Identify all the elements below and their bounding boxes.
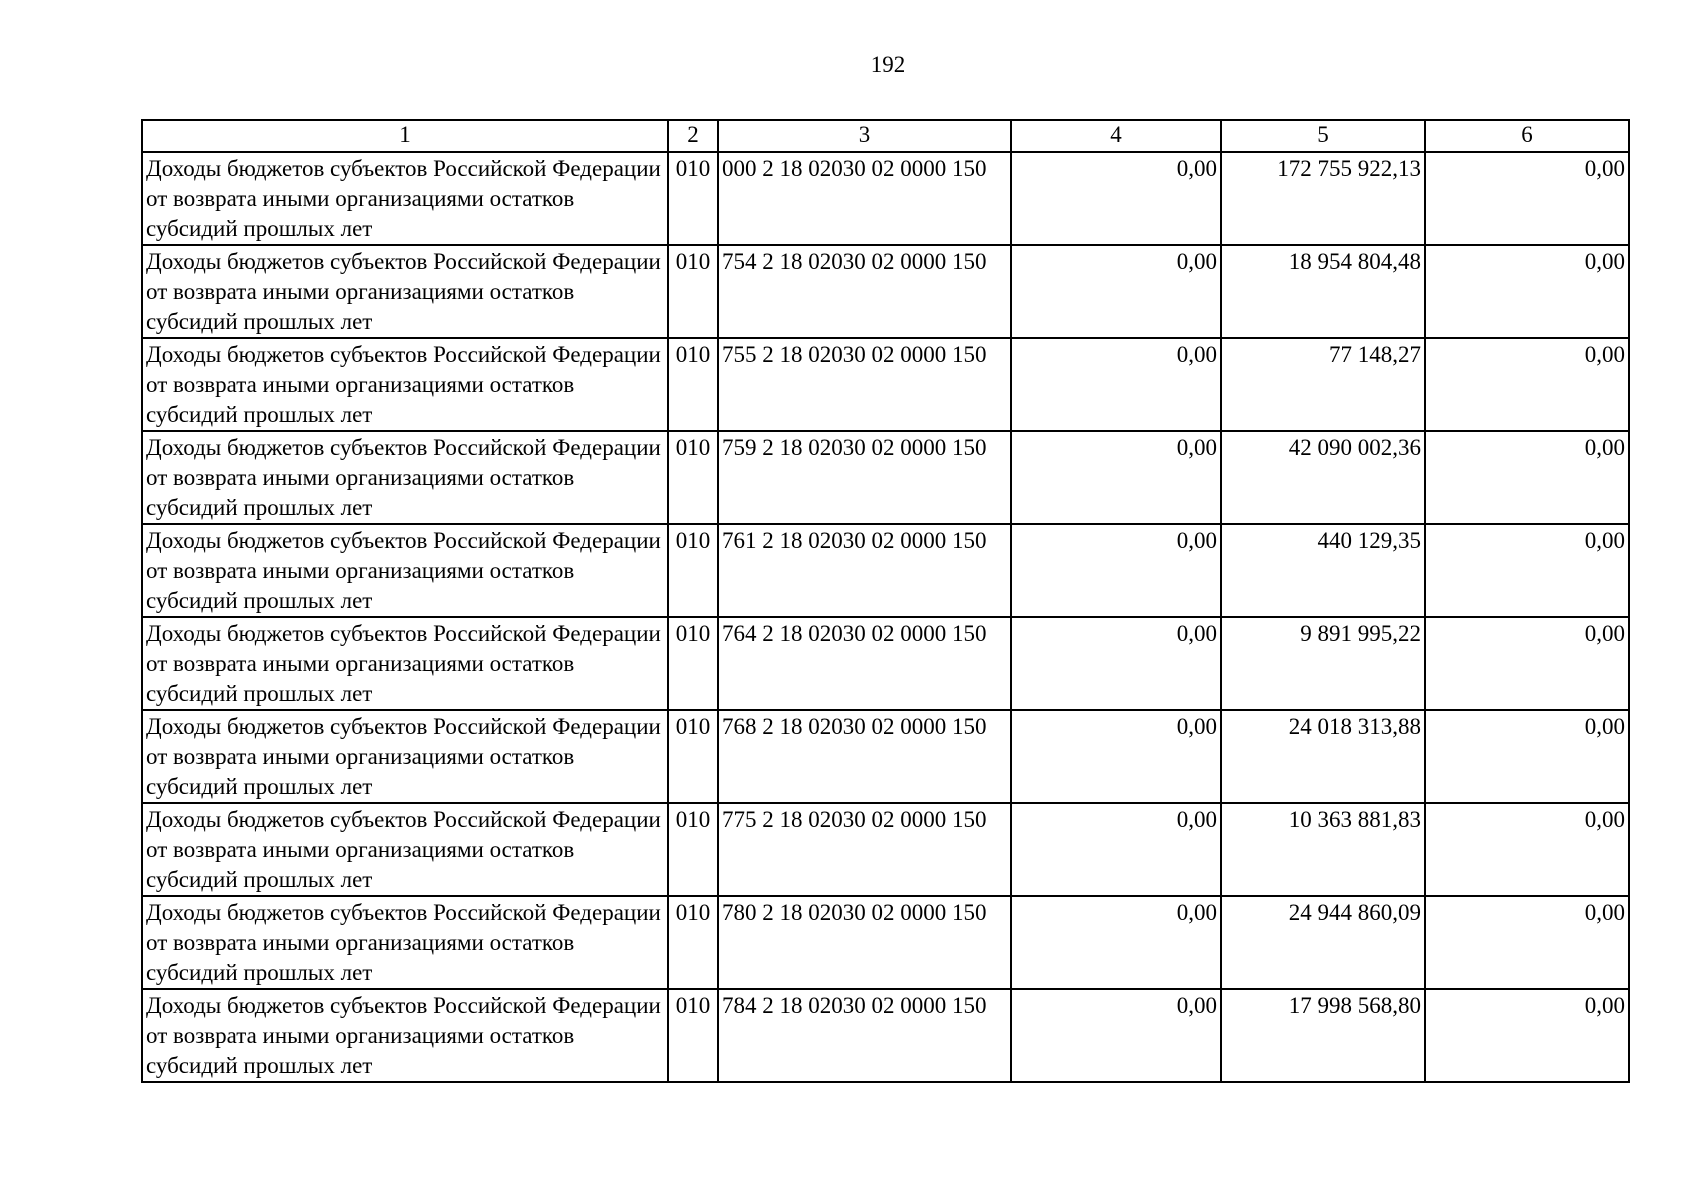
header-col-6: 6 xyxy=(1425,120,1629,152)
cell-col5-value: 172 755 922,13 xyxy=(1221,152,1425,245)
cell-col6-value: 0,00 xyxy=(1425,431,1629,524)
cell-income-name: Доходы бюджетов субъектов Российской Федерации от возврата иными организациями остатков субсидий прошлых лет xyxy=(142,338,668,431)
cell-income-name: Доходы бюджетов субъектов Российской Федерации от возврата иными организациями остатков субсидий прошлых лет xyxy=(142,431,668,524)
cell-line-code: 010 xyxy=(668,896,718,989)
cell-line-code: 010 xyxy=(668,431,718,524)
cell-classification-code: 784 2 18 02030 02 0000 150 xyxy=(718,989,1011,1082)
table-row xyxy=(142,431,1629,524)
table-row xyxy=(142,710,1629,803)
cell-col5-value: 17 998 568,80 xyxy=(1221,989,1425,1082)
table-row xyxy=(142,245,1629,338)
cell-classification-code: 754 2 18 02030 02 0000 150 xyxy=(718,245,1011,338)
cell-col6-value: 0,00 xyxy=(1425,710,1629,803)
cell-col4-value: 0,00 xyxy=(1011,896,1221,989)
cell-col5-value: 9 891 995,22 xyxy=(1221,617,1425,710)
cell-col6-value: 0,00 xyxy=(1425,617,1629,710)
cell-col5-value: 24 944 860,09 xyxy=(1221,896,1425,989)
table-row xyxy=(142,617,1629,710)
table-row xyxy=(142,152,1629,245)
table-row xyxy=(142,896,1629,989)
cell-income-name: Доходы бюджетов субъектов Российской Федерации от возврата иными организациями остатков субсидий прошлых лет xyxy=(142,989,668,1082)
cell-col6-value: 0,00 xyxy=(1425,803,1629,896)
cell-line-code: 010 xyxy=(668,245,718,338)
cell-classification-code: 761 2 18 02030 02 0000 150 xyxy=(718,524,1011,617)
cell-col5-value: 440 129,35 xyxy=(1221,524,1425,617)
cell-income-name: Доходы бюджетов субъектов Российской Федерации от возврата иными организациями остатков субсидий прошлых лет xyxy=(142,524,668,617)
cell-col4-value: 0,00 xyxy=(1011,617,1221,710)
table-row xyxy=(142,803,1629,896)
cell-col6-value: 0,00 xyxy=(1425,896,1629,989)
header-col-2: 2 xyxy=(668,120,718,152)
table-header xyxy=(142,120,1629,152)
revenue-table xyxy=(141,119,1630,1083)
cell-col5-value: 24 018 313,88 xyxy=(1221,710,1425,803)
cell-income-name: Доходы бюджетов субъектов Российской Федерации от возврата иными организациями остатков субсидий прошлых лет xyxy=(142,896,668,989)
cell-classification-code: 755 2 18 02030 02 0000 150 xyxy=(718,338,1011,431)
cell-col6-value: 0,00 xyxy=(1425,152,1629,245)
page-number: 192 xyxy=(870,52,906,77)
cell-line-code: 010 xyxy=(668,710,718,803)
cell-classification-code: 759 2 18 02030 02 0000 150 xyxy=(718,431,1011,524)
cell-col4-value: 0,00 xyxy=(1011,989,1221,1082)
cell-classification-code: 764 2 18 02030 02 0000 150 xyxy=(718,617,1011,710)
cell-col4-value: 0,00 xyxy=(1011,524,1221,617)
cell-col5-value: 77 148,27 xyxy=(1221,338,1425,431)
header-row xyxy=(142,120,1629,152)
cell-col4-value: 0,00 xyxy=(1011,710,1221,803)
cell-income-name: Доходы бюджетов субъектов Российской Федерации от возврата иными организациями остатков субсидий прошлых лет xyxy=(142,617,668,710)
cell-col5-value: 18 954 804,48 xyxy=(1221,245,1425,338)
cell-classification-code: 000 2 18 02030 02 0000 150 xyxy=(718,152,1011,245)
cell-col5-value: 10 363 881,83 xyxy=(1221,803,1425,896)
cell-col4-value: 0,00 xyxy=(1011,245,1221,338)
cell-line-code: 010 xyxy=(668,803,718,896)
cell-line-code: 010 xyxy=(668,338,718,431)
cell-income-name: Доходы бюджетов субъектов Российской Федерации от возврата иными организациями остатков субсидий прошлых лет xyxy=(142,245,668,338)
cell-line-code: 010 xyxy=(668,152,718,245)
cell-income-name: Доходы бюджетов субъектов Российской Федерации от возврата иными организациями остатков субсидий прошлых лет xyxy=(142,710,668,803)
cell-col4-value: 0,00 xyxy=(1011,338,1221,431)
cell-col6-value: 0,00 xyxy=(1425,338,1629,431)
cell-classification-code: 780 2 18 02030 02 0000 150 xyxy=(718,896,1011,989)
table-body xyxy=(142,152,1629,1082)
cell-col4-value: 0,00 xyxy=(1011,803,1221,896)
cell-col6-value: 0,00 xyxy=(1425,245,1629,338)
cell-col6-value: 0,00 xyxy=(1425,989,1629,1082)
cell-col4-value: 0,00 xyxy=(1011,152,1221,245)
cell-income-name: Доходы бюджетов субъектов Российской Федерации от возврата иными организациями остатков субсидий прошлых лет xyxy=(142,152,668,245)
header-col-1: 1 xyxy=(142,120,668,152)
table-row xyxy=(142,338,1629,431)
cell-col4-value: 0,00 xyxy=(1011,431,1221,524)
header-col-4: 4 xyxy=(1011,120,1221,152)
cell-col5-value: 42 090 002,36 xyxy=(1221,431,1425,524)
cell-line-code: 010 xyxy=(668,524,718,617)
table-row xyxy=(142,524,1629,617)
cell-classification-code: 775 2 18 02030 02 0000 150 xyxy=(718,803,1011,896)
table-row xyxy=(142,989,1629,1082)
cell-income-name: Доходы бюджетов субъектов Российской Федерации от возврата иными организациями остатков субсидий прошлых лет xyxy=(142,803,668,896)
header-col-3: 3 xyxy=(718,120,1011,152)
cell-line-code: 010 xyxy=(668,617,718,710)
cell-col6-value: 0,00 xyxy=(1425,524,1629,617)
cell-classification-code: 768 2 18 02030 02 0000 150 xyxy=(718,710,1011,803)
cell-line-code: 010 xyxy=(668,989,718,1082)
header-col-5: 5 xyxy=(1221,120,1425,152)
